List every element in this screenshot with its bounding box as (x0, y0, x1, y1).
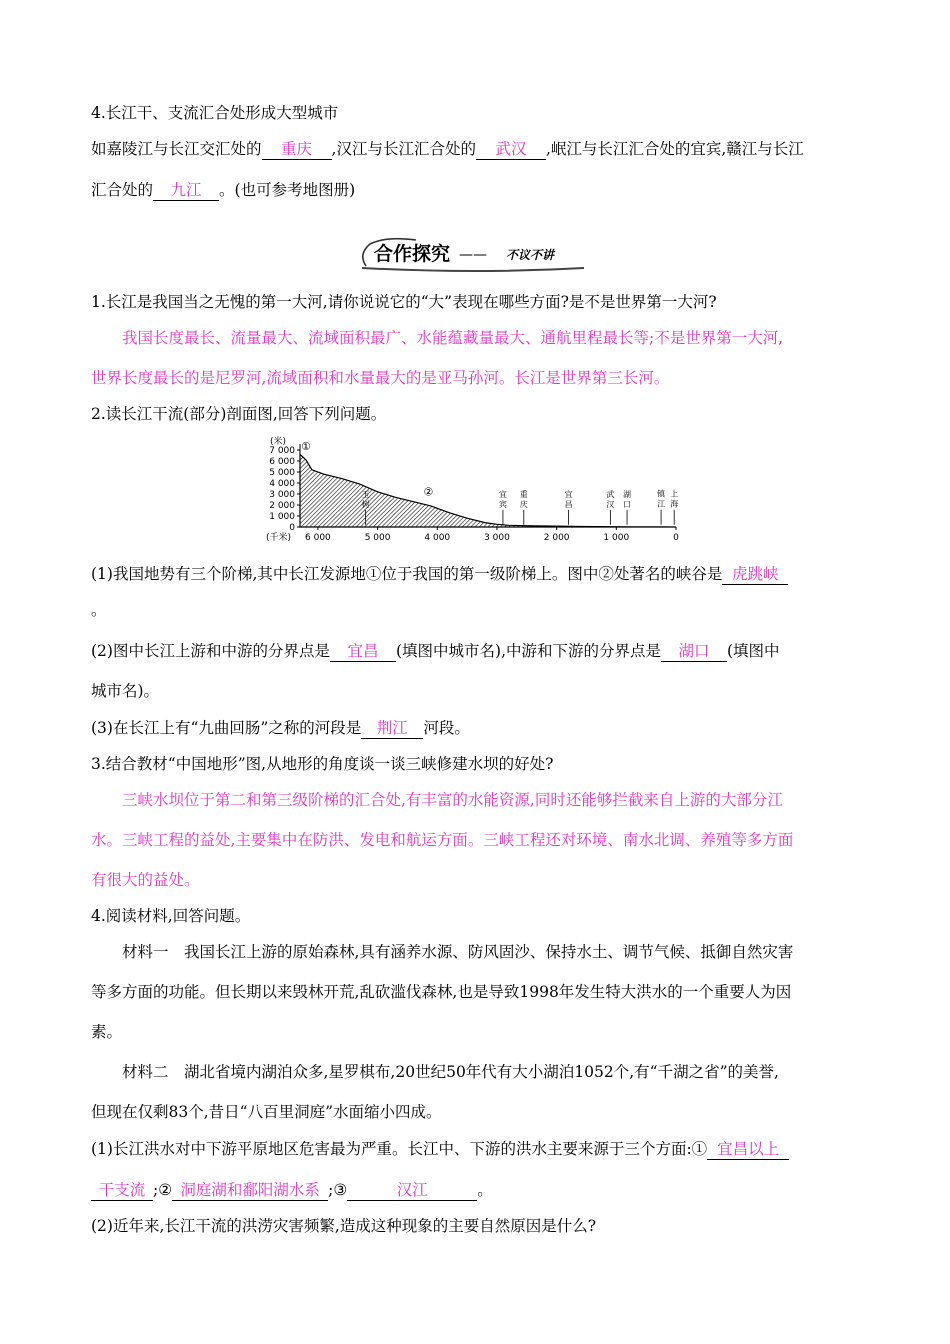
answer-blank: 湖口 (661, 641, 727, 662)
x-tick-label: 4 000 (424, 533, 451, 543)
material-line: 材料一 我国长江上游的原始森林,具有涵养水源、防风固沙、保持水土、调节气候、抵御自然灾害 (122, 943, 794, 961)
section-heading: 4.长江干、支流汇合处形成大型城市 (91, 104, 339, 122)
place-label: 武汉 (606, 489, 615, 509)
text: ;② (153, 1181, 173, 1199)
answer-line: 水。三峡工程的益处,主要集中在防洪、发电和航运方面。三峡工程还对环境、南水北调、养殖等多方面 (91, 831, 794, 849)
y-tick-label: 6 000 (269, 457, 295, 467)
banner-title: 合作探究 (374, 243, 451, 265)
text: 。(也可参考地图册) (219, 181, 356, 199)
text: (1)长江洪水对中下游平原地区危害最为严重。长江中、下游的洪水主要来源于三个方面:① (91, 1140, 708, 1158)
y-axis-label: (米) (270, 437, 287, 447)
profile-marker: ① (301, 440, 311, 454)
place-label: 湖口 (623, 489, 632, 509)
text: 河段。 (423, 719, 470, 737)
x-tick-label: 1 000 (603, 533, 630, 543)
material-line: 但现在仅剩83个,昔日“八百里洞庭”水面缩小四成。 (91, 1103, 442, 1121)
answer-blank: 汉江 (347, 1180, 477, 1201)
x-tick-label: 6 000 (305, 533, 331, 543)
place-label: 重庆 (519, 489, 528, 509)
text: 。 (477, 1181, 493, 1199)
y-tick-label: 2 000 (269, 501, 295, 511)
x-tick-label: 5 000 (364, 533, 391, 543)
material-line: 素。 (91, 1023, 123, 1041)
river-profile-chart (262, 434, 692, 549)
sub-question (91, 564, 788, 585)
sub-question (91, 718, 470, 739)
text: (填图中 (727, 642, 780, 660)
profile-area (300, 454, 679, 527)
answer-blank: 荆江 (361, 718, 423, 739)
place-label: 宜昌 (564, 489, 573, 509)
y-tick-label: 1 000 (269, 512, 295, 522)
sub-question (91, 1180, 493, 1201)
y-tick-label: 7 000 (269, 446, 295, 456)
sub-question: (2)近年来,长江干流的洪涝灾害频繁,造成这种现象的主要自然原因是什么? (91, 1217, 597, 1235)
text: (1)我国地势有三个阶梯,其中长江发源地①位于我国的第一级阶梯上。图中②处著名的峡谷是 (91, 565, 723, 583)
x-tick-label: 0 (673, 533, 679, 543)
question-1: 1.长江是我国当之无愧的第一大河,请你说说它的“大”表现在哪些方面?是不是世界第一大河? (91, 293, 717, 311)
x-tick-label: 2 000 (543, 533, 570, 543)
x-tick-label: 3 000 (484, 533, 510, 543)
place-label: 玉树 (361, 489, 370, 509)
material-line: 材料二 湖北省境内湖泊众多,星罗棋布,20世纪50年代有大小湖泊1052个,有“千湖之省”的美誉, (122, 1063, 779, 1081)
y-tick-label: 4 000 (269, 479, 295, 489)
answer-blank: 宜昌 (330, 641, 396, 662)
answer-line: 三峡水坝位于第二和第三级阶梯的汇合处,有丰富的水能资源,同时还能够拦截来自上游的大部分江 (122, 791, 783, 809)
punctuation: 。 (91, 601, 107, 619)
question-2: 2.读长江干流(部分)剖面图,回答下列问题。 (91, 405, 387, 423)
sub-question (91, 641, 780, 662)
x-axis-label: (千米) (266, 533, 292, 543)
paragraph-line (91, 180, 355, 201)
text: 如嘉陵江与长江交汇处的 (91, 140, 262, 158)
answer-blank: 干支流 (91, 1180, 153, 1201)
text: (2)图中长江上游和中游的分界点是 (91, 642, 330, 660)
place-label: 镇江 (657, 489, 666, 509)
question-4: 4.阅读材料,回答问题。 (91, 907, 251, 925)
profile-marker: ② (423, 485, 434, 499)
banner-subtitle: 不议不讲 (506, 248, 555, 262)
y-tick-label: 3 000 (269, 490, 295, 500)
text: (3)在长江上有“九曲回肠”之称的河段是 (91, 719, 362, 737)
answer-blank: 虎跳峡 (722, 564, 788, 585)
text: (填图中城市名),中游和下游的分界点是 (395, 642, 661, 660)
answer-line: 有很大的益处。 (91, 871, 200, 889)
answer-blank: 重庆 (262, 139, 332, 160)
answer-blank: 武汉 (476, 139, 546, 160)
text: ,汉江与长江汇合处的 (331, 140, 476, 158)
material-line: 等多方面的功能。但长期以来毁林开荒,乱砍滥伐森林,也是导致1998年发生特大洪水的一个重要人为因 (91, 983, 792, 1001)
banner-dash: —— (459, 247, 487, 263)
section-banner (356, 236, 588, 272)
text: ;③ (328, 1181, 348, 1199)
y-tick-label: 0 (289, 523, 295, 533)
question-3: 3.结合教材“中国地形”图,从地形的角度谈一谈三峡修建水坝的好处? (91, 755, 554, 773)
answer-line: 我国长度最长、流量最大、流域面积最广、水能蕴藏量最大、通航里程最长等;不是世界第一大河, (122, 329, 784, 347)
paragraph-line (91, 139, 804, 160)
answer-blank: 九江 (153, 180, 219, 201)
answer-blank: 洞庭湖和鄱阳湖水系 (172, 1180, 328, 1201)
place-label: 上海 (670, 489, 679, 509)
answer-blank: 宜昌以上 (707, 1139, 789, 1160)
text: 汇合处的 (91, 181, 154, 199)
y-tick-label: 5 000 (269, 468, 295, 478)
text: ,岷江与长江汇合处的宜宾,赣江与长江 (545, 140, 804, 158)
answer-line: 世界长度最长的是尼罗河,流域面积和水量最大的是亚马孙河。长江是世界第三长河。 (91, 369, 670, 387)
sub-question (91, 1139, 789, 1160)
chart-svg (262, 434, 692, 549)
banner-graphic (356, 236, 588, 272)
sub-question-cont: 城市名)。 (91, 682, 160, 700)
place-label: 宜宾 (498, 489, 507, 509)
